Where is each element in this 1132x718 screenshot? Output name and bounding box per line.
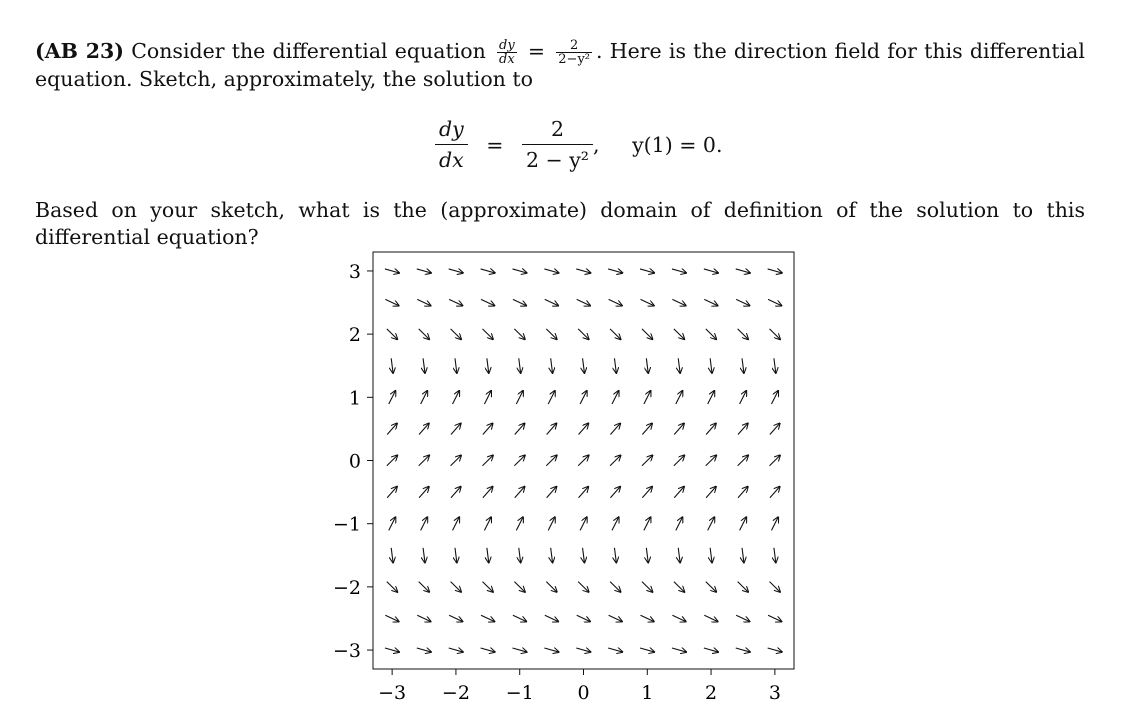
slope-arrow xyxy=(483,423,493,434)
slope-arrow xyxy=(576,269,590,273)
intro-rest-text: Here is the direction field for this differential equation. Sketch, approximately, the solution to xyxy=(35,39,1085,91)
slope-arrow xyxy=(736,648,750,652)
slope-arrow xyxy=(583,548,585,563)
question-text: Based on your sketch, what is the (approximate) domain of definition of the solution to this differential equation? xyxy=(35,198,1085,249)
y-tick-label: −3 xyxy=(332,640,361,663)
slope-arrow xyxy=(579,423,589,434)
slope-arrow xyxy=(455,358,457,373)
slope-arrow xyxy=(644,391,651,404)
x-tick-label: 1 xyxy=(641,682,654,704)
slope-arrow xyxy=(419,329,430,340)
slope-arrow xyxy=(551,548,553,563)
slope-arrow xyxy=(483,486,493,497)
slope-arrow xyxy=(610,423,620,434)
display-lhs-den: dx xyxy=(439,148,464,172)
display-rhs-den: 2 − y² xyxy=(525,148,590,172)
slope-arrow xyxy=(640,299,654,305)
slope-arrow xyxy=(419,582,430,593)
slope-arrow xyxy=(514,329,525,340)
slope-arrow xyxy=(481,299,495,305)
slope-arrow xyxy=(546,455,557,466)
slope-arrow xyxy=(704,299,718,305)
slope-arrow xyxy=(513,615,527,621)
slope-arrow xyxy=(738,486,748,497)
slope-arrow xyxy=(421,517,428,530)
slope-arrow xyxy=(385,269,399,273)
slope-arrow xyxy=(487,548,489,563)
slope-arrow xyxy=(738,582,749,593)
slope-arrow xyxy=(419,423,429,434)
slope-arrow xyxy=(545,615,559,621)
slope-arrow xyxy=(387,582,398,593)
slope-arrow xyxy=(451,329,462,340)
slope-arrow xyxy=(678,358,680,373)
inline-dy: dy xyxy=(499,38,515,53)
slope-arrow xyxy=(423,358,425,373)
slope-arrow xyxy=(642,329,653,340)
slope-arrow xyxy=(519,548,521,563)
slope-arrow xyxy=(704,269,718,273)
slope-arrow xyxy=(742,358,744,373)
intro-text: Consider the differential equation xyxy=(131,39,486,63)
slope-arrow xyxy=(672,269,686,273)
slope-arrow xyxy=(642,423,652,434)
x-tick-label: −3 xyxy=(378,682,407,704)
slope-arrow xyxy=(738,455,749,466)
y-tick-label: −2 xyxy=(332,576,361,599)
slope-arrow xyxy=(706,423,716,434)
slope-arrow xyxy=(706,455,717,466)
slope-arrow xyxy=(453,391,460,404)
slope-arrow xyxy=(389,391,396,404)
slope-arrow xyxy=(417,299,431,305)
y-tick-label: 3 xyxy=(348,260,361,283)
display-lhs-num: dy xyxy=(435,114,468,145)
slope-arrow xyxy=(742,548,744,563)
display-rhs-num: 2 xyxy=(522,114,593,145)
slope-arrow xyxy=(704,648,718,652)
slope-arrow xyxy=(551,358,553,373)
initial-condition: y(1) = 0. xyxy=(632,132,723,157)
slope-arrow xyxy=(423,548,425,563)
slope-arrow xyxy=(449,615,463,621)
slope-arrow xyxy=(608,648,622,652)
slope-arrow xyxy=(482,582,493,593)
slope-arrow xyxy=(646,358,648,373)
slope-arrow xyxy=(389,517,396,530)
x-tick-label: 3 xyxy=(768,682,781,704)
slope-arrow xyxy=(513,269,527,273)
slope-arrow xyxy=(578,455,589,466)
slope-arrow xyxy=(391,548,393,563)
slope-arrow xyxy=(609,299,623,305)
slope-arrow xyxy=(391,358,393,373)
y-tick-label: 0 xyxy=(348,450,361,473)
slope-arrow xyxy=(640,269,654,273)
slope-arrow xyxy=(579,486,589,497)
slope-arrow xyxy=(642,582,653,593)
slope-arrow xyxy=(768,269,782,273)
slope-arrow xyxy=(482,455,493,466)
slope-arrow xyxy=(646,548,648,563)
slope-arrow xyxy=(576,648,590,652)
slope-arrow xyxy=(577,299,591,305)
slope-arrow xyxy=(385,615,399,621)
slope-arrow xyxy=(580,517,587,530)
slope-arrow xyxy=(740,391,747,404)
slope-arrow xyxy=(547,423,557,434)
slope-arrow xyxy=(547,486,557,497)
slope-arrow xyxy=(451,423,461,434)
inline-period: . xyxy=(596,39,603,63)
y-tick-label: −1 xyxy=(332,513,361,536)
slope-arrow xyxy=(674,455,685,466)
inline-dx: dx xyxy=(499,52,515,67)
slope-arrow xyxy=(736,299,750,305)
slope-arrow xyxy=(676,517,683,530)
slope-arrow xyxy=(610,486,620,497)
slope-arrow xyxy=(706,582,717,593)
slope-arrow xyxy=(640,615,654,621)
slope-arrow xyxy=(514,582,525,593)
slope-arrow xyxy=(768,648,782,652)
slope-arrow xyxy=(610,582,621,593)
slope-arrow xyxy=(545,299,559,305)
inline-equals: = xyxy=(527,39,546,63)
slope-arrow xyxy=(481,615,495,621)
slope-arrow xyxy=(770,423,780,434)
x-tick-label: 2 xyxy=(705,682,718,704)
slope-arrow xyxy=(449,648,463,652)
slope-arrow xyxy=(706,329,717,340)
slope-arrow xyxy=(387,455,398,466)
slope-arrow xyxy=(678,548,680,563)
slope-arrow xyxy=(672,615,686,621)
x-tick-label: −1 xyxy=(505,682,534,704)
inline-rhs-num: 2 xyxy=(556,39,592,53)
slope-arrow xyxy=(451,582,462,593)
slope-arrow xyxy=(481,269,495,273)
slope-arrow xyxy=(548,391,555,404)
slope-arrow xyxy=(578,329,589,340)
slope-arrow xyxy=(770,329,781,340)
slope-arrow xyxy=(672,299,686,305)
slope-arrow xyxy=(612,517,619,530)
slope-arrow xyxy=(674,486,684,497)
slope-arrow xyxy=(453,517,460,530)
slope-arrow xyxy=(387,329,398,340)
slope-arrow xyxy=(580,391,587,404)
slope-arrow xyxy=(738,423,748,434)
slope-arrow xyxy=(451,486,461,497)
slope-arrow xyxy=(674,329,685,340)
x-tick-label: −2 xyxy=(441,682,470,704)
slope-arrow xyxy=(704,615,718,621)
slope-arrow xyxy=(608,269,622,273)
slope-arrow xyxy=(770,582,781,593)
slope-arrow xyxy=(419,486,429,497)
problem-label: (AB 23) xyxy=(35,39,124,63)
slope-arrow xyxy=(610,329,621,340)
slope-arrow xyxy=(578,582,589,593)
slope-arrow xyxy=(672,648,686,652)
slope-arrow xyxy=(515,486,525,497)
slope-arrow xyxy=(513,648,527,652)
inline-rhs-den: 2−y² xyxy=(558,52,591,67)
slope-arrow xyxy=(449,269,463,273)
slope-arrow xyxy=(708,517,715,530)
slope-arrow xyxy=(674,423,684,434)
slope-arrow xyxy=(614,358,616,373)
slope-arrow xyxy=(577,615,591,621)
slope-arrow xyxy=(421,391,428,404)
slope-arrow xyxy=(640,648,654,652)
slope-arrow xyxy=(544,269,558,273)
slope-arrow xyxy=(710,358,712,373)
slope-arrow xyxy=(484,391,491,404)
slope-arrow xyxy=(642,455,653,466)
slope-arrow xyxy=(515,423,525,434)
x-tick-label: 0 xyxy=(577,682,590,704)
slope-arrow xyxy=(449,299,463,305)
display-equals: = xyxy=(486,132,504,157)
slope-arrow xyxy=(770,486,780,497)
y-tick-label: 2 xyxy=(348,324,361,347)
slope-arrow xyxy=(614,548,616,563)
slope-arrow xyxy=(738,329,749,340)
slope-arrow xyxy=(417,615,431,621)
slope-arrow xyxy=(583,358,585,373)
slope-arrow xyxy=(516,391,523,404)
slope-arrow xyxy=(610,455,621,466)
y-tick-label: 1 xyxy=(348,387,361,410)
slope-arrow xyxy=(546,329,557,340)
slope-arrow xyxy=(676,391,683,404)
slope-arrow xyxy=(710,548,712,563)
slope-arrow xyxy=(736,615,750,621)
slope-arrow xyxy=(548,517,555,530)
slope-arrow xyxy=(770,455,781,466)
slope-arrow xyxy=(544,648,558,652)
slope-arrow xyxy=(419,455,430,466)
slope-arrow xyxy=(708,391,715,404)
slope-arrow xyxy=(736,269,750,273)
slope-arrow xyxy=(546,582,557,593)
slope-arrow xyxy=(387,486,397,497)
slope-arrow xyxy=(768,299,782,305)
slope-arrow xyxy=(455,548,457,563)
display-comma: , xyxy=(593,132,600,157)
slope-arrow xyxy=(706,486,716,497)
slope-arrow xyxy=(385,299,399,305)
slope-arrow xyxy=(612,391,619,404)
slope-arrow xyxy=(609,615,623,621)
slope-arrow xyxy=(451,455,462,466)
slope-arrow xyxy=(387,423,397,434)
slope-arrow xyxy=(513,299,527,305)
slope-arrow xyxy=(514,455,525,466)
slope-arrow xyxy=(417,648,431,652)
slope-arrow xyxy=(768,615,782,621)
slope-arrow xyxy=(417,269,431,273)
slope-arrow xyxy=(484,517,491,530)
slope-arrow xyxy=(644,517,651,530)
slope-arrow xyxy=(774,548,776,563)
slope-arrow xyxy=(771,517,778,530)
slope-arrow xyxy=(482,329,493,340)
slope-arrow xyxy=(519,358,521,373)
slope-arrow xyxy=(740,517,747,530)
slope-arrow xyxy=(642,486,652,497)
slope-arrow xyxy=(774,358,776,373)
slope-arrow xyxy=(487,358,489,373)
slope-arrow xyxy=(516,517,523,530)
slope-arrow xyxy=(385,648,399,652)
slope-arrow xyxy=(674,582,685,593)
slope-arrow xyxy=(481,648,495,652)
slope-arrow xyxy=(771,391,778,404)
